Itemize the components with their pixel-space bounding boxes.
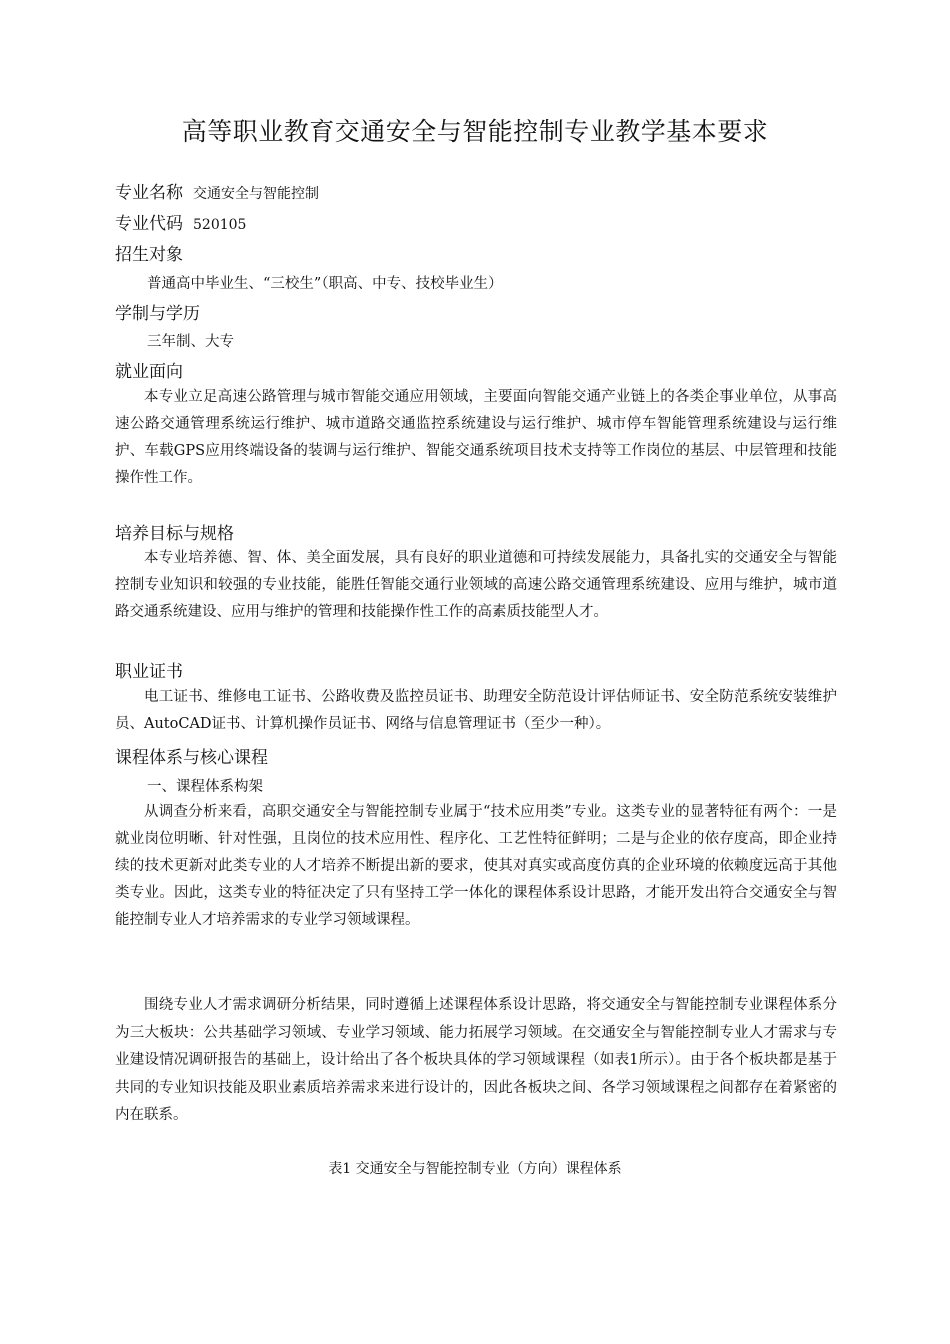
major-name-label: 专业名称	[115, 183, 183, 203]
major-code-value: 520105	[193, 217, 247, 233]
curriculum-subheading: 一、课程体系构架	[147, 779, 263, 795]
table-caption: 表1 交通安全与智能控制专业（方向）课程体系	[328, 1161, 622, 1177]
major-name-row	[115, 178, 319, 203]
enrollment-heading: 招生对象	[115, 245, 183, 265]
document-title: 高等职业教育交通安全与智能控制专业教学基本要求	[181, 117, 769, 146]
curriculum-heading: 课程体系与核心课程	[115, 748, 268, 768]
employment-heading: 就业面向	[115, 362, 183, 382]
employment-paragraph: 本专业立足高速公路管理与城市智能交通应用领域，主要面向智能交通产业链上的各类企事业单位，从事高速公路交通管理系统运行维护、城市道路交通监控系统建设与运行维护、城市停车智能管理系统建设与运行维护、车载GPS应用终端设备的装调与运行维护、智能交通系统项目技术支持等工作岗位的基层、中层管理和技能操作性工作。	[115, 389, 837, 486]
certs-heading: 职业证书	[115, 662, 183, 682]
enrollment-text: 普通高中毕业生、“三校生”（职高、中专、技校毕业生）	[147, 276, 503, 292]
certs-paragraph: 电工证书、维修电工证书、公路收费及监控员证书、助理安全防范设计评估师证书、安全防范系统安装维护员、AutoCAD证书、计算机操作员证书、网络与信息管理证书（至少一种）。	[115, 689, 837, 732]
major-name-value: 交通安全与智能控制	[193, 186, 319, 202]
curriculum-paragraph-2: 围绕专业人才需求调研分析结果，同时遵循上述课程体系设计思路，将交通安全与智能控制专业课程体系分为三大板块：公共基础学习领域、专业学习领域、能力拓展学习领域。在交通安全与智能控制专业人才需求与专业建设情况调研报告的基础上，设计给出了各个板块具体的学习领域课程（如表1所示）。由于各个板块都是基于共同的专业知识技能及职业素质培养需求来进行设计的，因此各板块之间、各学习领域课程之间都存在着紧密的内在联系。	[115, 997, 837, 1123]
schooling-heading: 学制与学历	[115, 304, 200, 324]
curriculum-paragraph-1: 从调查分析来看，高职交通安全与智能控制专业属于“技术应用类”专业。这类专业的显著特征有两个：一是就业岗位明晰、针对性强，且岗位的技术应用性、程序化、工艺性特征鲜明；二是与企业的依存度高，即企业持续的技术更新对此类专业的人才培养不断提出新的要求，使其对真实或高度仿真的企业环境的依赖度远高于其他类专业。因此，这类专业的特征决定了只有坚持工学一体化的课程体系设计思路，才能开发出符合交通安全与智能控制专业人才培养需求的专业学习领域课程。	[115, 804, 837, 928]
schooling-text: 三年制、大专	[147, 334, 234, 350]
goals-heading: 培养目标与规格	[115, 524, 234, 544]
major-code-label: 专业代码	[115, 214, 183, 234]
major-code-row	[115, 209, 246, 234]
goals-paragraph: 本专业培养德、智、体、美全面发展，具有良好的职业道德和可持续发展能力，具备扎实的交通安全与智能控制专业知识和较强的专业技能，能胜任智能交通行业领域的高速公路交通管理系统建设、应用与维护，城市道路交通系统建设、应用与维护的管理和技能操作性工作的高素质技能型人才。	[115, 550, 837, 620]
